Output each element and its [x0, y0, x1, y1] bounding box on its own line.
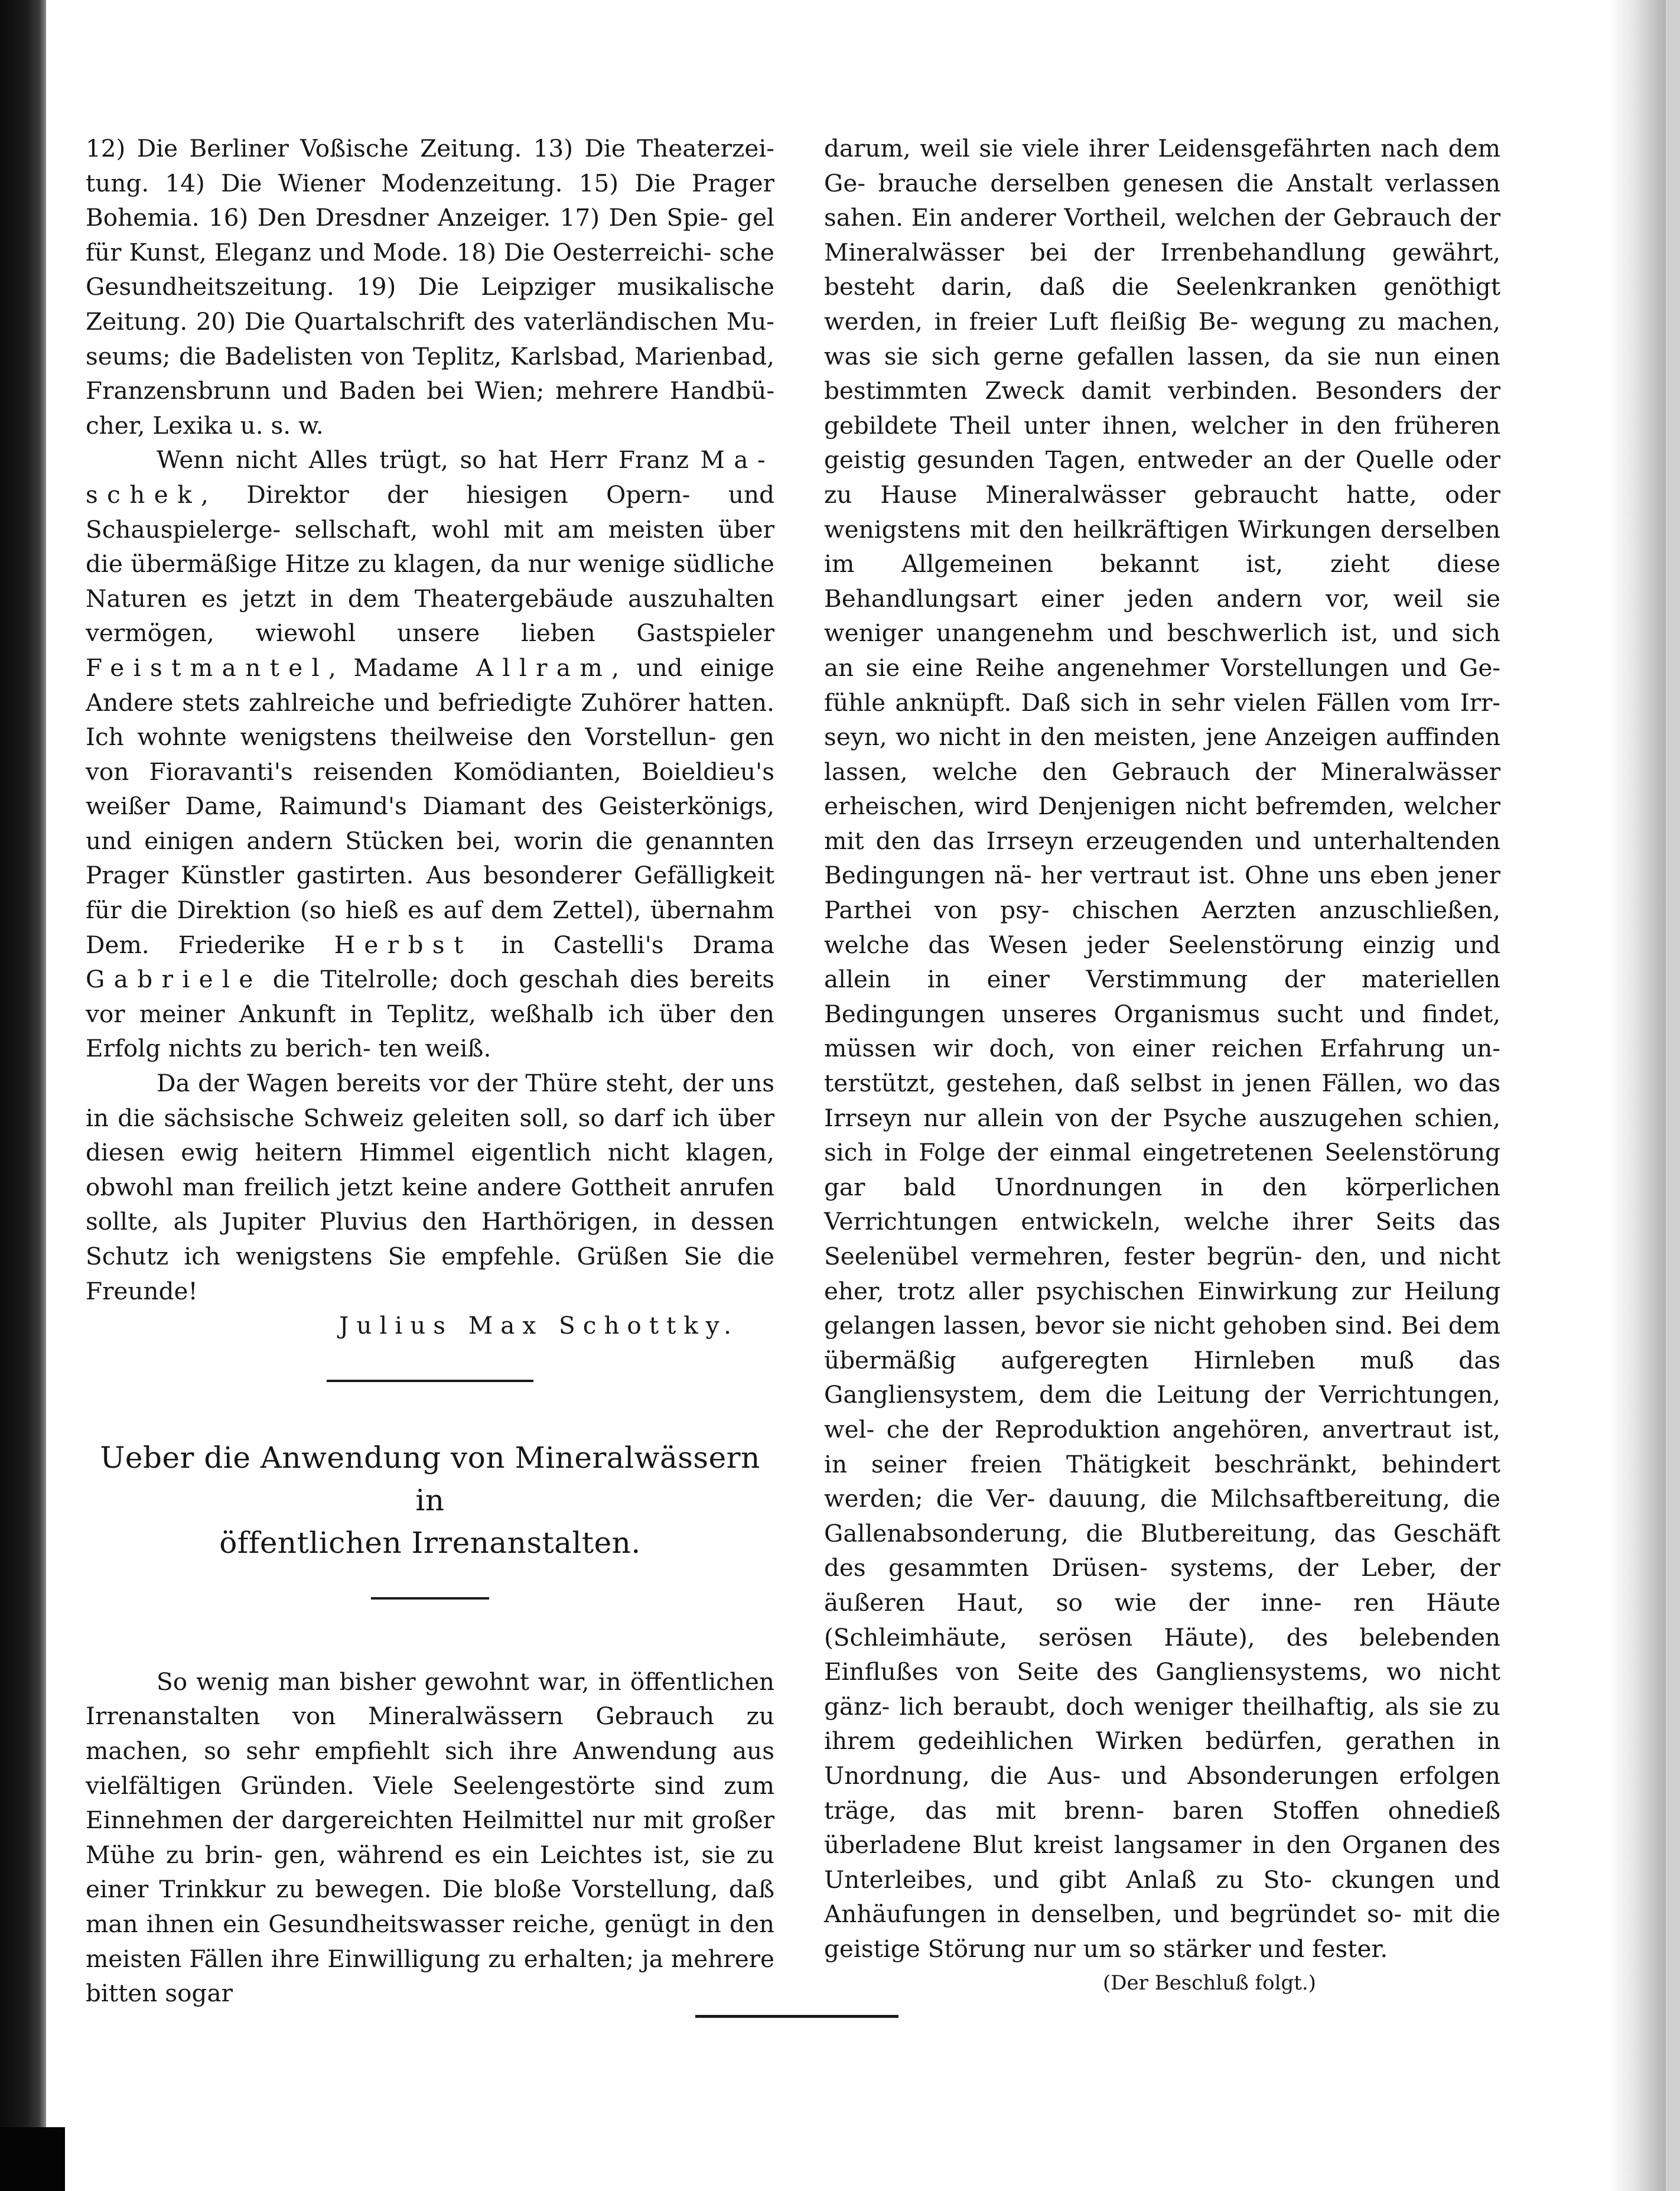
text-run: , und einige Andere stets zahlreiche und befriedigte Zuhörer hatten. Ich wohnte wenigstens theilweise den Vorstellun- gen von Fioravanti's reisenden Komödianten, Boieldieu's weißer Dame, Raimund's Diamant des Geisterkönigs, und einigen andern Stücken bei, worin die genannten Prager Künstler gastirten. Aus besonderer Gefälligkeit für die Direktion (so hieß es auf dem Zettel), übernahm Dem. Friederike: [86, 653, 774, 959]
bottom-divider: [695, 2015, 898, 2018]
left-column: [86, 131, 774, 2011]
article-title-line-2: öffentlichen Irrenanstalten.: [219, 1525, 641, 1560]
section-divider: [327, 1380, 533, 1382]
continued-note: (Der Beschluß folgt.): [1103, 1971, 1316, 1995]
text-run: , Madame: [328, 653, 476, 682]
page-edge: [1666, 0, 1680, 2191]
name-feistmantel: Feistmantel: [86, 653, 328, 682]
corner-shadow: [0, 2127, 65, 2191]
name-herbst: Herbst: [334, 930, 473, 959]
text-run: in Castelli's Drama: [472, 930, 775, 959]
article-body-paragraph: darum, weil sie viele ihrer Leidensgefährten nach dem Ge- brauche derselben genesen die Anstalt verlassen sahen. Ein anderer Vortheil, welchen der Gebrauch der Mineralwässer bei der Irrenbehandlung gewährt, besteht darin, daß die Seelenkranken genöthigt werden, in freier Luft fleißig Be- wegung zu machen, was sie sich gerne gefallen lassen, da sie nun einen bestimmten Zweck damit verbinden. Besonders der gebildete Theil unter ihnen, welcher in den früheren geistig gesunden Tagen, entweder an der Quelle oder zu Hause Mineralwässer gebraucht hatte, oder wenigstens mit den heilkräftigen Wirkungen derselben im Allgemeinen bekannt ist, zieht diese Behandlungsart einer jeden andern vor, weil sie weniger unangenehm und beschwerlich ist, und sich an sie eine Reihe angenehmer Vorstellungen und Ge- fühle anknüpft. Daß sich in sehr vielen Fällen vom Irr- seyn, wo nicht in den meisten, jene Anzeigen auffinden lassen, welche den Gebrauch der Mineralwässer erheischen, wird Denjenigen nicht befremden, welcher mit den das Irrseyn erzeugenden und unterhaltenden Bedingungen nä- her vertraut ist. Ohne uns eben jener Parthei von psy- chischen Aerzten anzuschließen, welche das Wesen jeder Seelenstörung einzig und allein in einer Verstimmung der materiellen Bedingungen unseres Organismus sucht und findet, müssen wir doch, von einer reichen Erfahrung un- terstützt, gestehen, daß selbst in jenen Fällen, wo das Irrseyn nur allein von der Psyche auszugehen schien, sich in Folge der einmal eingetretenen Seelenstörung gar bald Unordnungen in den körperlichen Verrichtungen entwickeln, welche ihrer Seits das Seelenübel vermehren, fester begrün- den, und nicht eher, trotz aller psychischen Einwirkung zur Heilung gelangen lassen, bevor sie nicht gehoben sind. Bei dem übermäßig aufgeregten Hirnleben muß das Gangliensystem, dem die Leitung der Verrichtungen, wel- che der Reproduktion angehören, anvertraut ist, in seiner freien Thätigkeit beschränkt, behindert werden; die Ver- dauung, die Milchsaftbereitung, die Gallenabsonderung, die Blutbereitung, das Geschäft des gesammten Drüsen- systems, der Leber, der äußeren Haut, so wie der inne- ren Häute (Schleimhäute, serösen Häute), des belebenden Einflußes von Seite des Gangliensystems, wo nicht gänz- lich beraubt, doch weniger theilhaftig, als sie zu ihrem gedeihlichen Wirken bedürfen, gerathen in Unordnung, die Aus- und Absonderungen erfolgen träge, das mit brenn- baren Stoffen ohnedieß überladene Blut kreist langsamer in den Organen des Unterleibes, und gibt Anlaß zu Sto- ckungen und Anhäufungen in denselben, und begründet so- mit die geistige Störung nur um so stärker und fester.: [824, 134, 1500, 1963]
signature: Julius Max Schottky.: [339, 1311, 739, 1340]
binding-shadow: [0, 0, 46, 2191]
title-divider: [371, 1597, 489, 1600]
article-intro-paragraph: So wenig man bisher gewohnt war, in öffentlichen Irrenanstalten von Mineralwässern Gebrauch zu machen, so sehr empfiehlt sich ihre Anwendung aus vielfältigen Gründen. Viele Seelengestörte sind zum Einnehmen der dargereichten Heilmittel nur mit großer Mühe zu brin- gen, während es ein Leichtes ist, sie zu einer Trinkkur zu bewegen. Die bloße Vorstellung, daß man ihnen ein Gesundheitswasser reiche, genügt in den meisten Fällen ihre Einwilligung zu erhalten; ja mehrere bitten sogar: [86, 1667, 774, 2008]
closing-paragraph: Da der Wagen bereits vor der Thüre steht, der uns in die sächsische Schweiz geleiten soll, so darf ich über diesen ewig heitern Himmel eigentlich nicht klagen, obwohl man freilich jetzt keine andere Gottheit anrufen sollte, als Jupiter Pluvius den Harthörigen, in dessen Schutz ich wenigstens Sie empfehle. Grüßen Sie die Freunde!: [86, 1069, 774, 1305]
text-run: Wenn nicht Alles trügt, so hat Herr Franz: [157, 446, 701, 474]
title-gabriele: Gabriele: [86, 965, 262, 994]
article-title-line-1: Ueber die Anwendung von Mineralwässern in: [100, 1440, 760, 1517]
theatre-report-paragraph: [86, 443, 774, 1066]
newspaper-list-paragraph: 12) Die Berliner Voßische Zeitung. 13) Die Theaterzei- tung. 14) Die Wiener Modenzeitung. 15) Die Prager Bohemia. 16) Den Dresdner Anzeiger. 17) Den Spie- gel für Kunst, Eleganz und Mode. 18) Die Oesterreichi- sche Gesundheitszeitung. 19) Die Leipziger musikalische Zeitung. 20) Die Quartalschrift des vaterländischen Mu- seums; die Badelisten von Teplitz, Karlsbad, Marienbad, Franzensbrunn und Baden bei Wien; mehrere Handbü- cher, Lexika u. s. w.: [86, 134, 774, 440]
name-maschek: Ma- schek: [86, 446, 774, 509]
name-allram: Allram: [476, 653, 612, 682]
text-run: die Titelrolle; doch geschah dies bereits vor meiner Ankunft in Teplitz, weßhalb ich über den Erfolg nichts zu berich- ten weiß.: [86, 965, 774, 1063]
text-run: , Direktor der hiesigen Opern- und Schauspielerge- sellschaft, wohl mit am meisten über die übermäßige Hitze zu klagen, da nur wenige südliche Naturen es jetzt in dem Theatergebäude auszuhalten vermögen, wiewohl unsere lieben Gastspieler: [86, 480, 774, 648]
right-column: [824, 131, 1500, 2001]
